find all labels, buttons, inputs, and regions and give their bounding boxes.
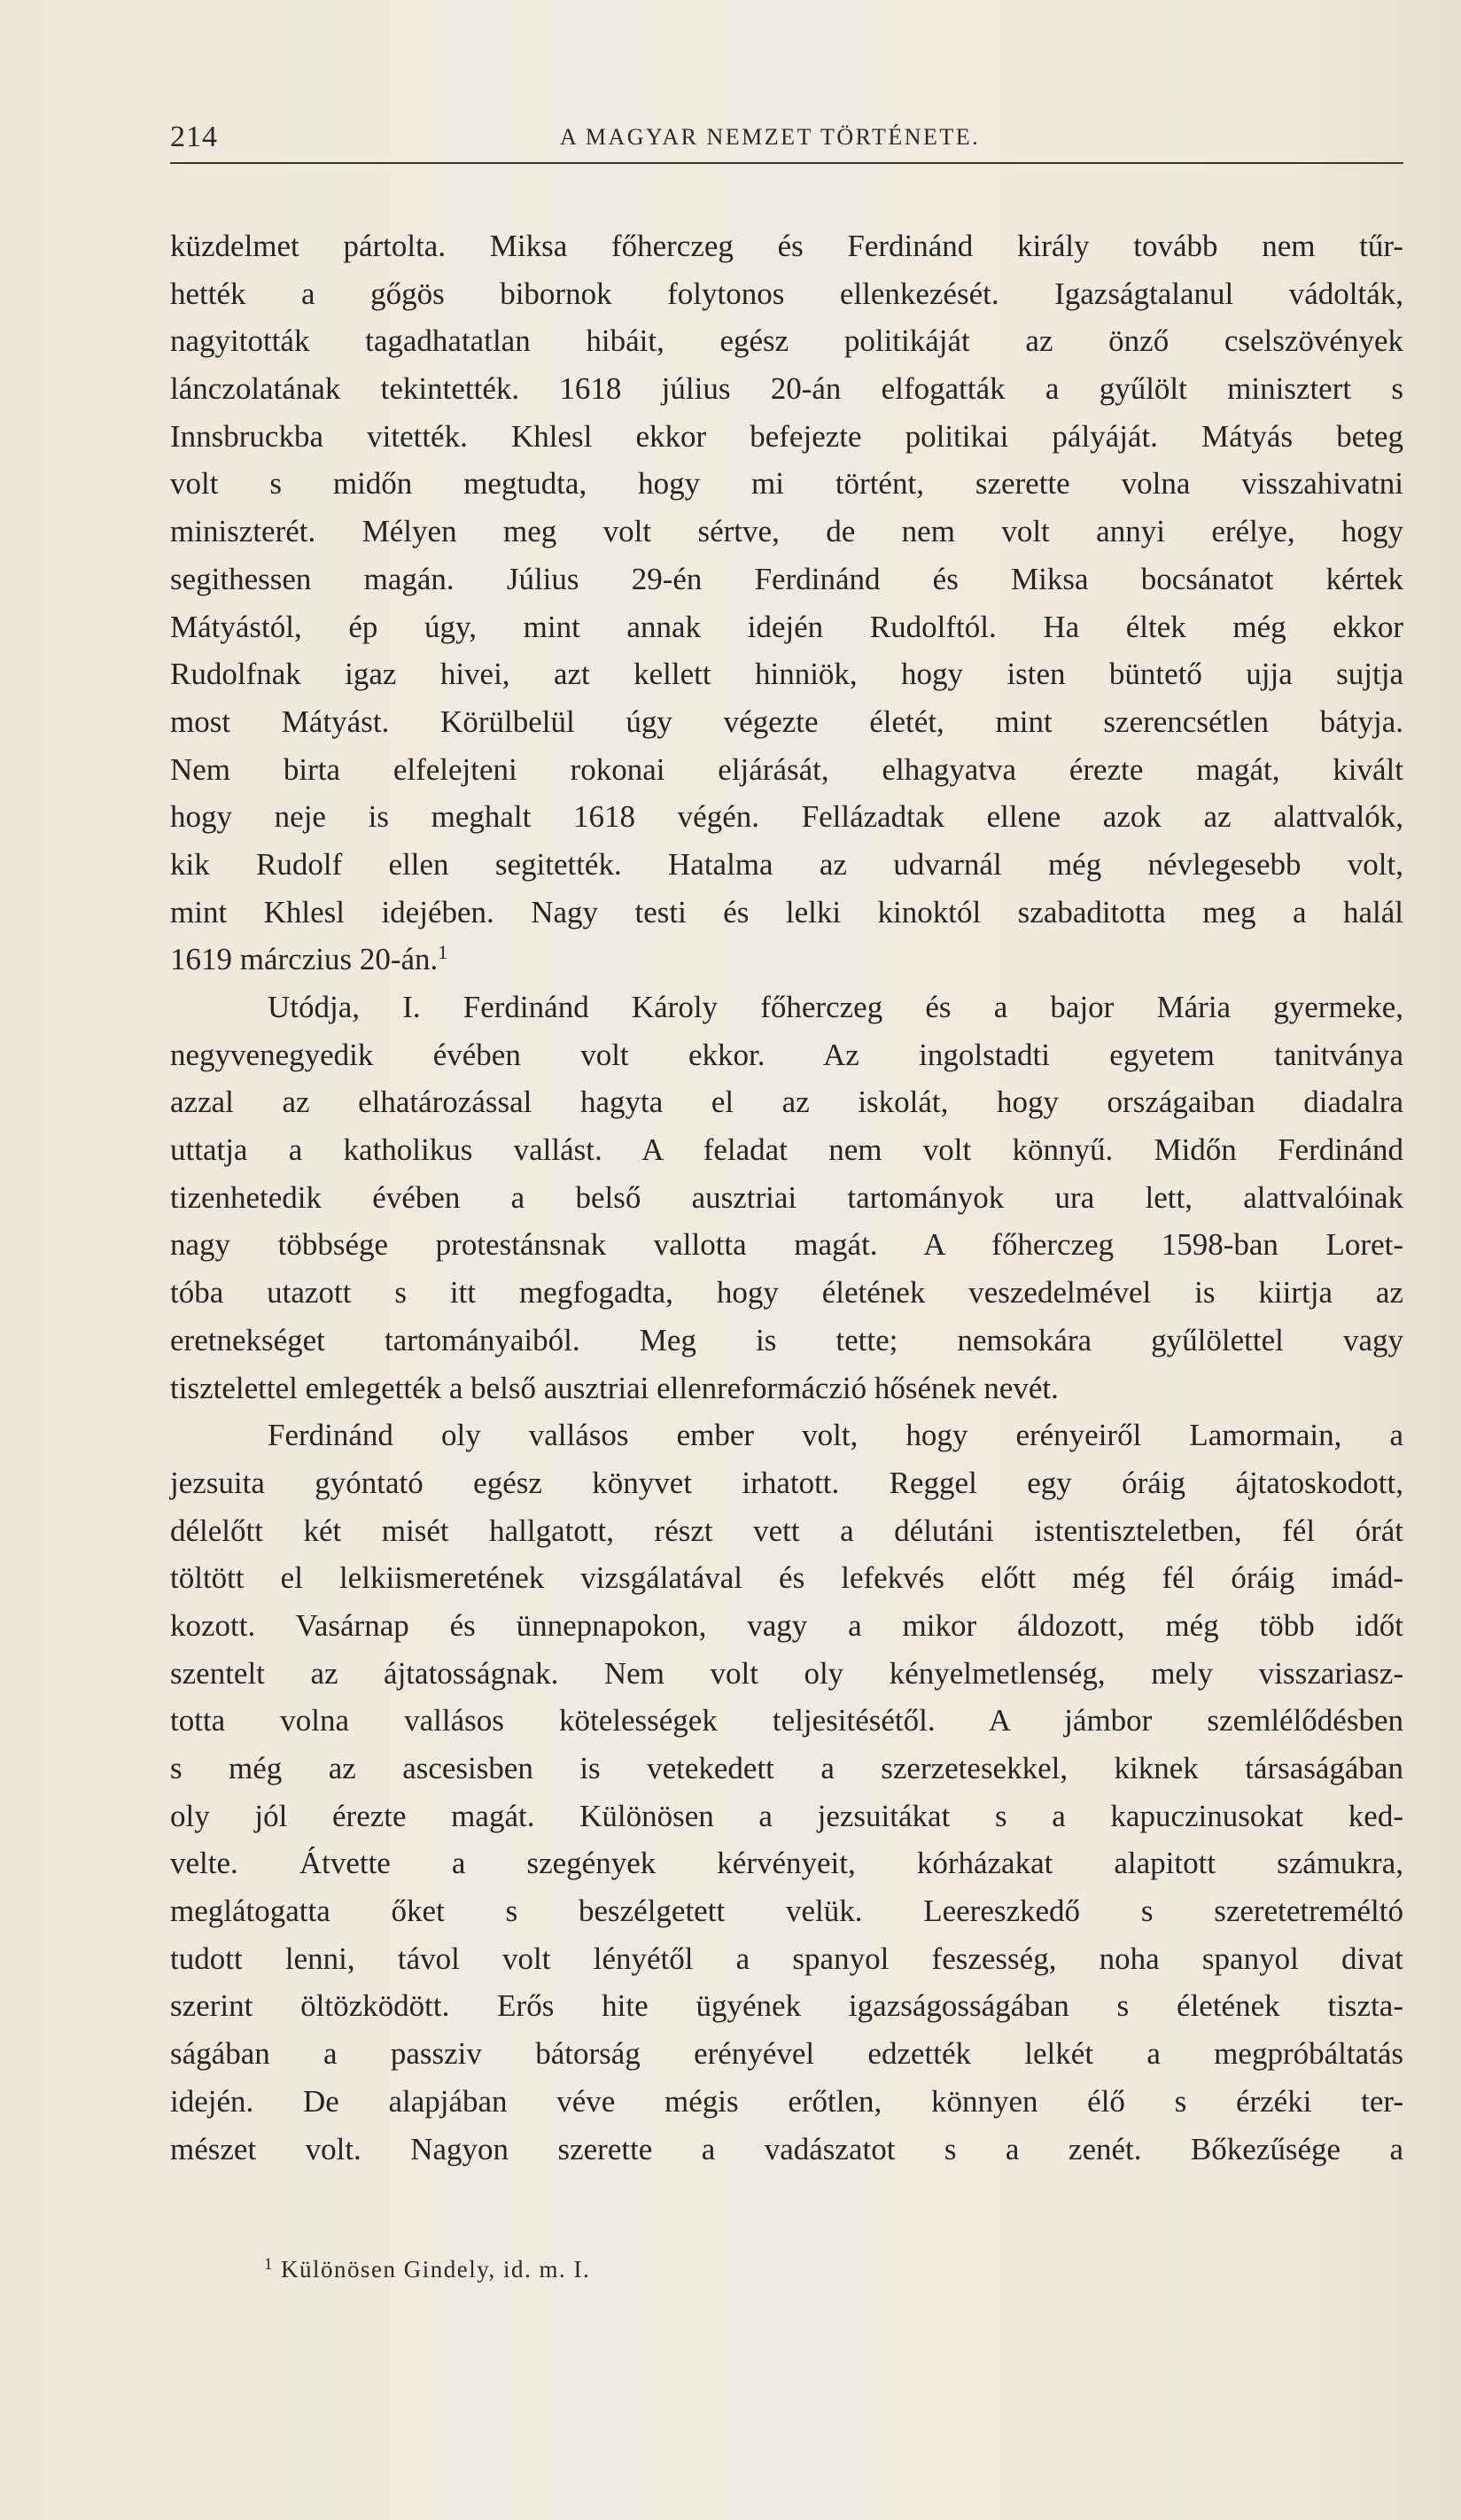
text-line: délelőtt két misét hallgatott, részt vett a délutáni istentiszteletben, fél órát — [170, 1513, 1403, 1548]
text-line: szentelt az ájtatosságnak. Nem volt oly kényelmetlenség, mely visszariasz- — [170, 1655, 1403, 1691]
paragraph-3 — [170, 1412, 1403, 2173]
text-line: s még az ascesisben is vetekedett a szerzetesekkel, kiknek társaságában — [170, 1751, 1403, 1785]
footnote-text: Különösen Gindely, id. m. I. — [281, 2256, 591, 2283]
paragraph-1 — [170, 222, 1403, 984]
text-line: most Mátyást. Körülbelül úgy végezte életét, mint szerencsétlen bátyja. — [170, 704, 1403, 739]
text-line: idején. De alapjában véve mégis erőtlen, könnyen élő s érzéki ter- — [170, 2083, 1403, 2119]
text-line: Mátyástól, ép úgy, mint annak idején Rudolftól. Ha éltek még ekkor — [170, 609, 1403, 644]
text-line: Innsbruckba vitették. Khlesl ekkor befejezte politikai pályáját. Mátyás beteg — [170, 418, 1403, 454]
text-line: eretnekséget tartományaiból. Meg is tette; nemsokára gyűlölettel vagy — [170, 1322, 1403, 1357]
text-line: szerint öltözködött. Erős hite ügyének igazságosságában s életének tiszta- — [170, 1988, 1403, 2024]
text-line: totta volna vallásos kötelességek teljesitésétől. A jámbor szemlélődésben — [170, 1703, 1403, 1738]
text-line: küzdelmet pártolta. Miksa főherczeg és Ferdinánd király tovább nem tűr- — [170, 229, 1403, 263]
text-line: Rudolfnak igaz hivei, azt kellett hinniök, hogy isten büntető ujja sujtja — [170, 657, 1403, 692]
text-line: tisztelettel emlegették a belső ausztriai ellenreformáczió hősének nevét. — [170, 1370, 1059, 1405]
text-line: Nem birta elfelejteni rokonai eljárását, elhagyatva érezte magát, kivált — [170, 751, 1403, 787]
body-text — [170, 222, 1403, 2173]
text-line: nagyitották tagadhatatlan hibáit, egész politikáját az önző cselszövények — [170, 323, 1403, 359]
footnote — [264, 2255, 590, 2283]
text-line: negyvenegyedik évében volt ekkor. Az ingolstadti egyetem tanitványa — [170, 1037, 1403, 1072]
text-line: nagy többsége protestánsnak vallotta magát. A főherczeg 1598-ban Loret- — [170, 1227, 1403, 1263]
text-line: hogy neje is meghalt 1618 végén. Fellázadtak ellene azok az alattvalók, — [170, 799, 1403, 835]
text-line-with-footnote — [170, 936, 1403, 984]
text-line: miniszterét. Mélyen meg volt sértve, de nem volt annyi erélye, hogy — [170, 514, 1403, 549]
text-line: töltött el lelkiismeretének vizsgálatával és lefekvés előtt még fél óráig imád- — [170, 1560, 1403, 1596]
text-line: mint Khlesl idejében. Nagy testi és lelki kinoktól szabaditotta meg a halál — [170, 894, 1403, 929]
text-line: tizenhetedik évében a belső ausztriai tartományok ura lett, alattvalóinak — [170, 1179, 1403, 1215]
footnote-marker: 1 — [264, 2255, 274, 2274]
text-line: oly jól érezte magát. Különösen a jezsuitákat s a kapuczinusokat ked- — [170, 1798, 1403, 1833]
page-number: 214 — [170, 121, 218, 153]
text-line: jezsuita gyóntató egész könyvet irhatott. Reggel egy óráig ájtatoskodott, — [170, 1465, 1403, 1500]
footnote-reference: 1 — [438, 941, 448, 964]
text-line: tudott lenni, távol volt lényétől a spanyol feszesség, noha spanyol divat — [170, 1941, 1403, 1976]
text-line: hették a gőgös bibornok folytonos ellenkezését. Igazságtalanul vádolták, — [170, 276, 1403, 311]
paragraph-2 — [170, 984, 1403, 1412]
text-line: velte. Átvette a szegények kérvényeit, kórházakat alapitott számukra, — [170, 1846, 1403, 1881]
text-line: segithessen magán. Július 29-én Ferdinánd és Miksa bocsánatot kértek — [170, 561, 1403, 596]
text-line: Ferdinánd oly vallásos ember volt, hogy erényeiről Lamormain, a — [268, 1418, 1403, 1453]
page-header — [170, 113, 1402, 167]
running-title: A MAGYAR NEMZET TÖRTÉNETE. — [560, 124, 981, 150]
text-line: uttatja a katholikus vallást. A feladat nem volt könnyű. Midőn Ferdinánd — [170, 1132, 1403, 1168]
text-line: ságában a passziv bátorság erényével edzették lelkét a megpróbáltatás — [170, 2036, 1403, 2072]
text-line: azzal az elhatározással hagyta el az iskolát, hogy országaiban diadalra — [170, 1085, 1403, 1120]
text-line: kik Rudolf ellen segitették. Hatalma az udvarnál még névlegesebb volt, — [170, 846, 1403, 882]
header-rule — [170, 162, 1403, 164]
text-line: 1619 márczius 20-án. — [170, 942, 439, 977]
text-line: mészet volt. Nagyon szerette a vadászatot s a zenét. Bőkezűsége a — [170, 2131, 1403, 2166]
text-line: lánczolatának tekintették. 1618 július 20-án elfogatták a gyűlölt minisztert s — [170, 371, 1403, 407]
text-line: volt s midőn megtudta, hogy mi történt, szerette volna visszahivatni — [170, 466, 1403, 502]
text-line: meglátogatta őket s beszélgetett velük. Leereszkedő s szeretetreméltó — [170, 1894, 1403, 1929]
text-line: tóba utazott s itt megfogadta, hogy életének veszedelmével is kiirtja az — [170, 1275, 1403, 1311]
text-line: Utódja, I. Ferdinánd Károly főherczeg és a bajor Mária gyermeke, — [268, 990, 1403, 1024]
text-line: kozott. Vasárnap és ünnepnapokon, vagy a mikor áldozott, még több időt — [170, 1607, 1403, 1643]
